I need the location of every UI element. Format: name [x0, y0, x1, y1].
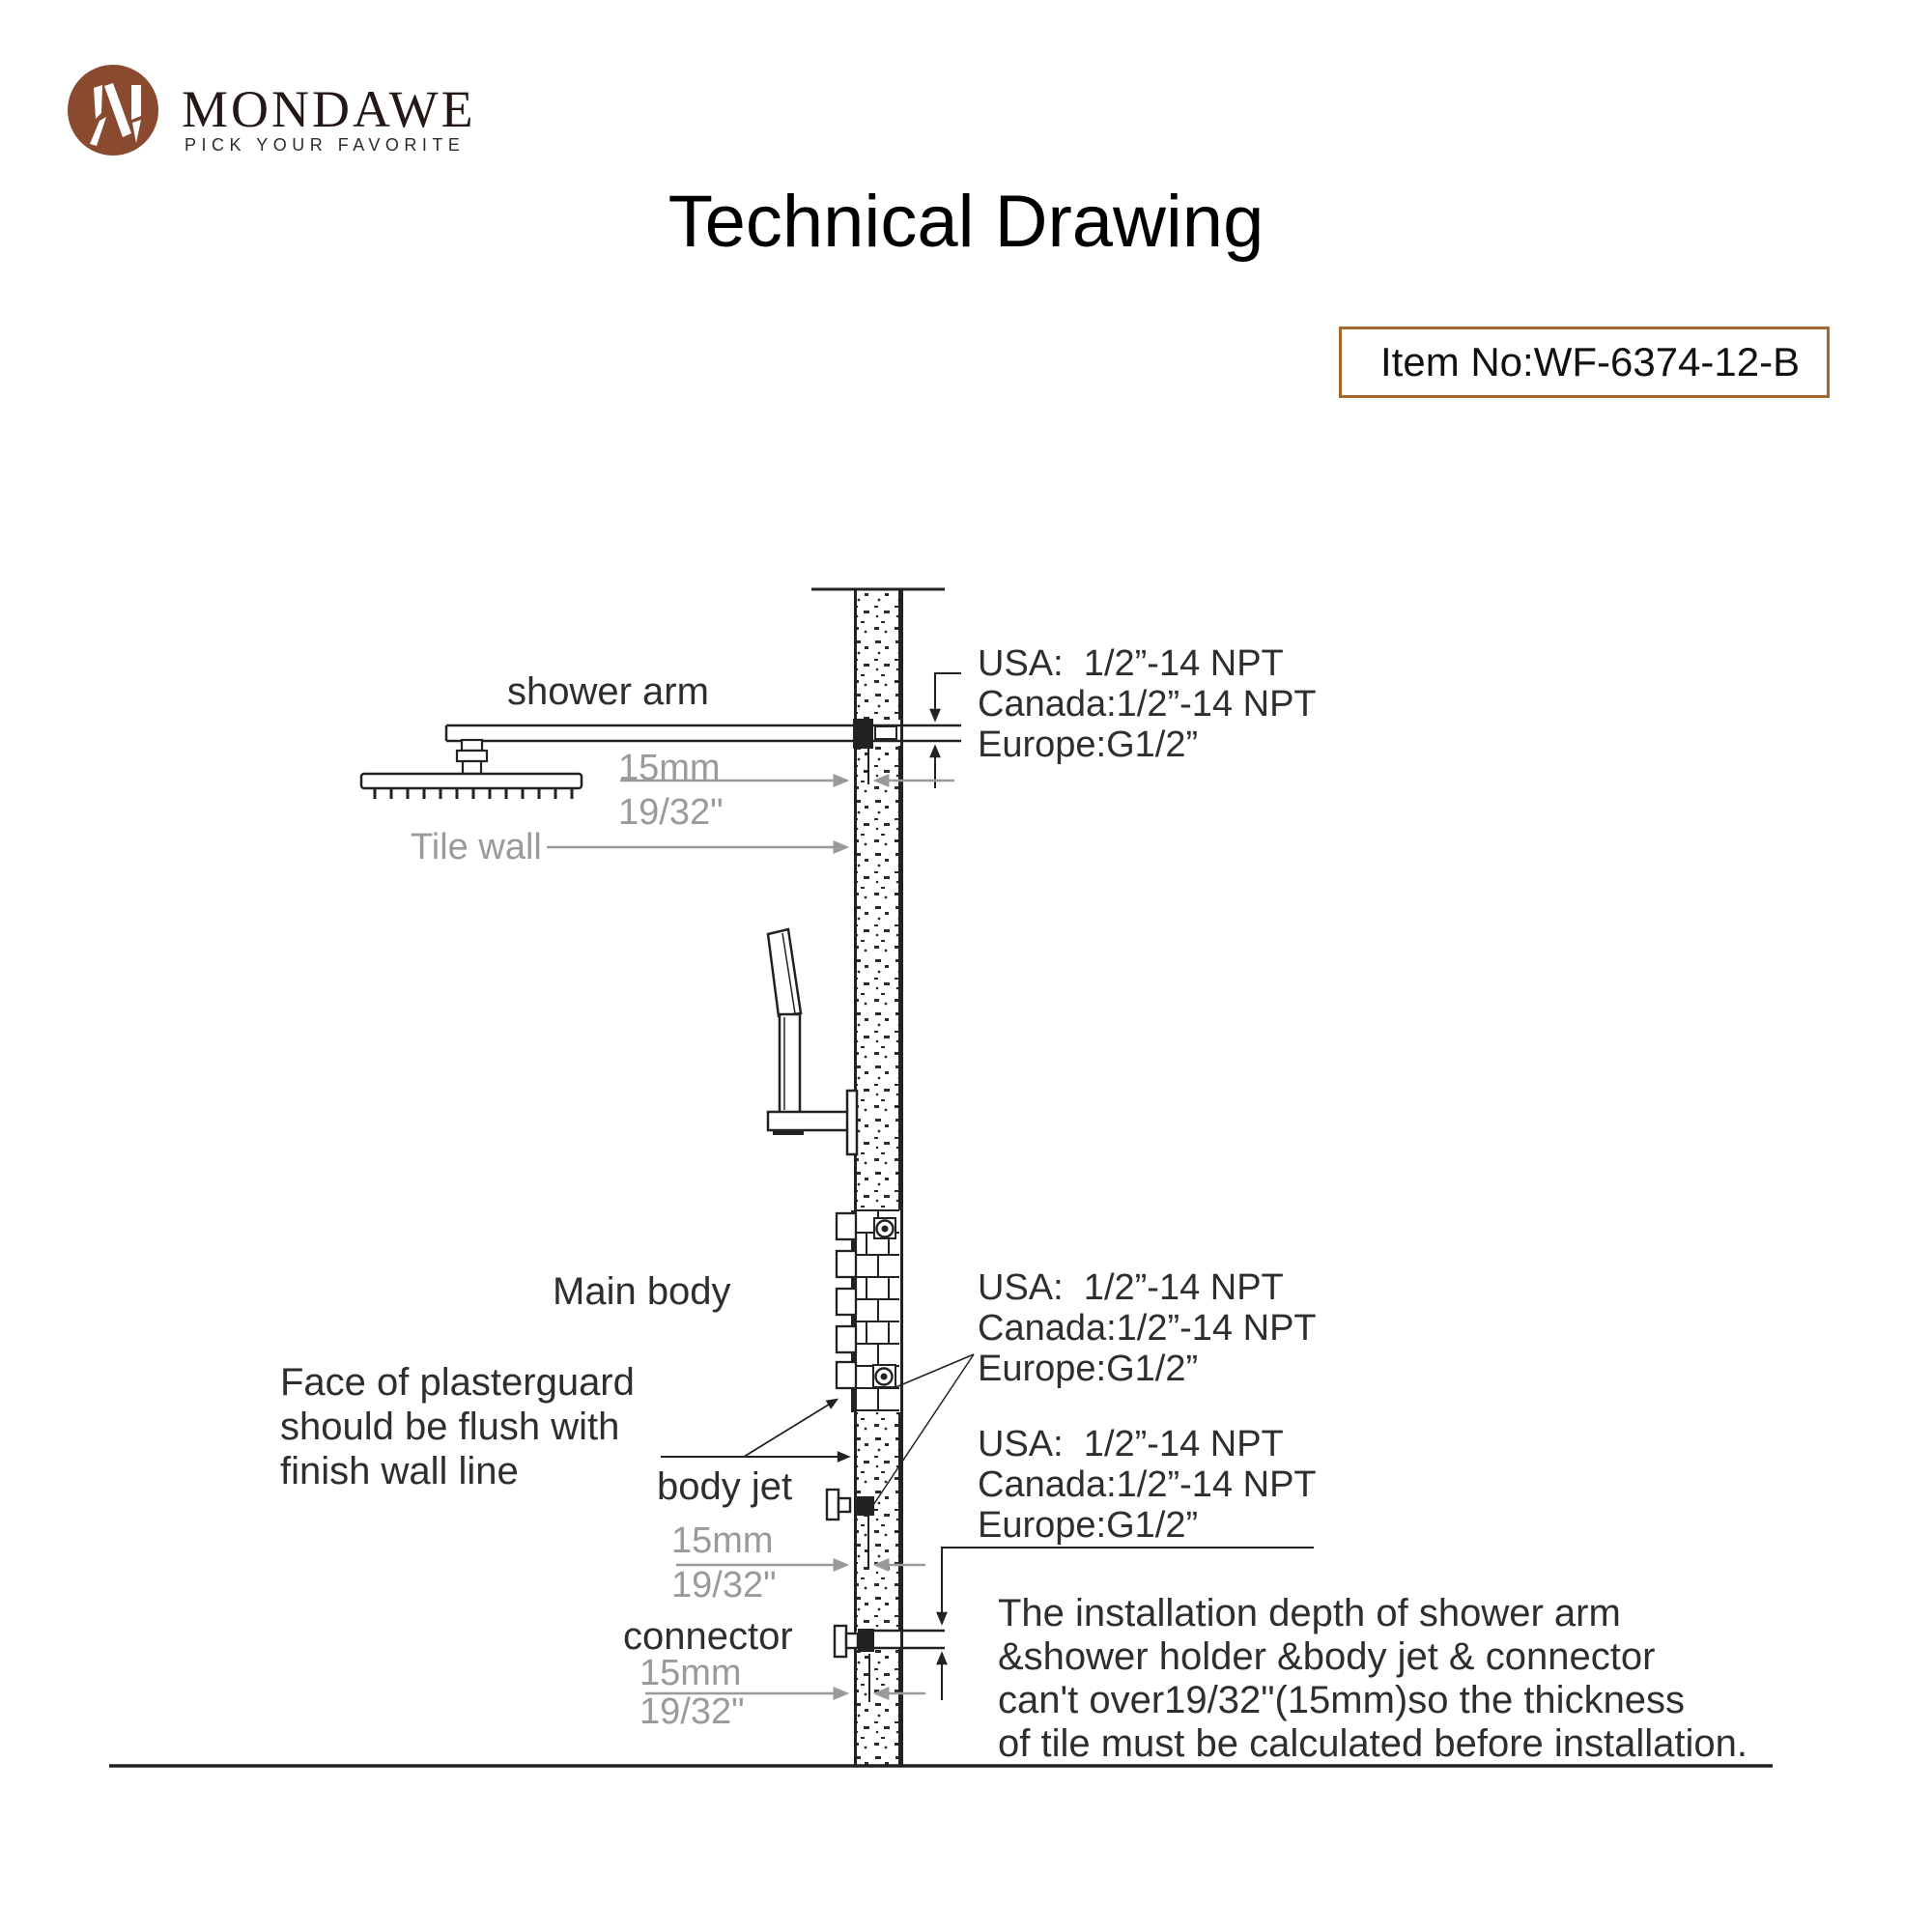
spec-europe: Europe:G1/2”: [978, 1505, 1199, 1546]
spec-usa: USA: 1/2”-14 NPT: [978, 1424, 1284, 1464]
note-line-4: of tile must be calculated before installation.: [998, 1722, 1747, 1765]
note-line-2: &shower holder &body jet & connector: [998, 1635, 1656, 1678]
spec-canada: Canada:1/2”-14 NPT: [978, 684, 1317, 724]
page-title: Technical Drawing: [668, 181, 1264, 263]
connector-label: connector: [623, 1615, 793, 1658]
spec-usa: USA: 1/2”-14 NPT: [978, 1267, 1284, 1308]
spec-europe: Europe:G1/2”: [978, 724, 1199, 765]
installation-note: [998, 1592, 1747, 1766]
dim-mm: 15mm: [618, 748, 721, 788]
tile-wall-section: [811, 589, 945, 1766]
dim-mm: 15mm: [671, 1520, 774, 1561]
tile-wall-label: Tile wall: [411, 827, 542, 867]
dim-mm: 15mm: [639, 1653, 742, 1693]
dim-inch: 19/32": [618, 792, 724, 833]
thread-spec-main-body: [978, 1267, 1317, 1389]
plasterguard-note: [280, 1360, 635, 1493]
spec-usa: USA: 1/2”-14 NPT: [978, 643, 1284, 684]
depth-dim-shower-arm: [618, 746, 724, 835]
dim-inch: 19/32": [671, 1565, 777, 1605]
thread-spec-shower-arm: [978, 643, 1317, 765]
body-jet-label: body jet: [657, 1465, 793, 1508]
main-body-label: Main body: [553, 1270, 731, 1313]
spec-canada: Canada:1/2”-14 NPT: [978, 1464, 1317, 1505]
note-line-3: can't over19/32"(15mm)so the thickness: [998, 1679, 1686, 1721]
depth-dim-body-jet: [671, 1519, 777, 1607]
brand-name: MONDAWE: [182, 80, 476, 138]
main-body-drawing: [837, 1210, 900, 1412]
spec-canada: Canada:1/2”-14 NPT: [978, 1308, 1317, 1349]
hand-shower-drawing: [768, 929, 857, 1154]
plasterguard-line-2: should be flush with: [280, 1406, 620, 1448]
plasterguard-line-3: finish wall line: [280, 1450, 519, 1492]
brand-tagline: PICK YOUR FAVORITE: [185, 135, 466, 155]
depth-dim-connector: [639, 1654, 745, 1731]
plasterguard-line-1: Face of plasterguard: [280, 1361, 635, 1404]
note-line-1: The installation depth of shower arm: [998, 1592, 1621, 1634]
shower-arm-label: shower arm: [507, 670, 709, 713]
shower-head-drawing: [361, 774, 582, 799]
item-no-text: Item No:WF-6374-12-B: [1380, 339, 1801, 384]
spec-europe: Europe:G1/2”: [978, 1349, 1199, 1389]
thread-spec-body-jet: [978, 1424, 1317, 1546]
dim-inch: 19/32": [639, 1691, 745, 1732]
